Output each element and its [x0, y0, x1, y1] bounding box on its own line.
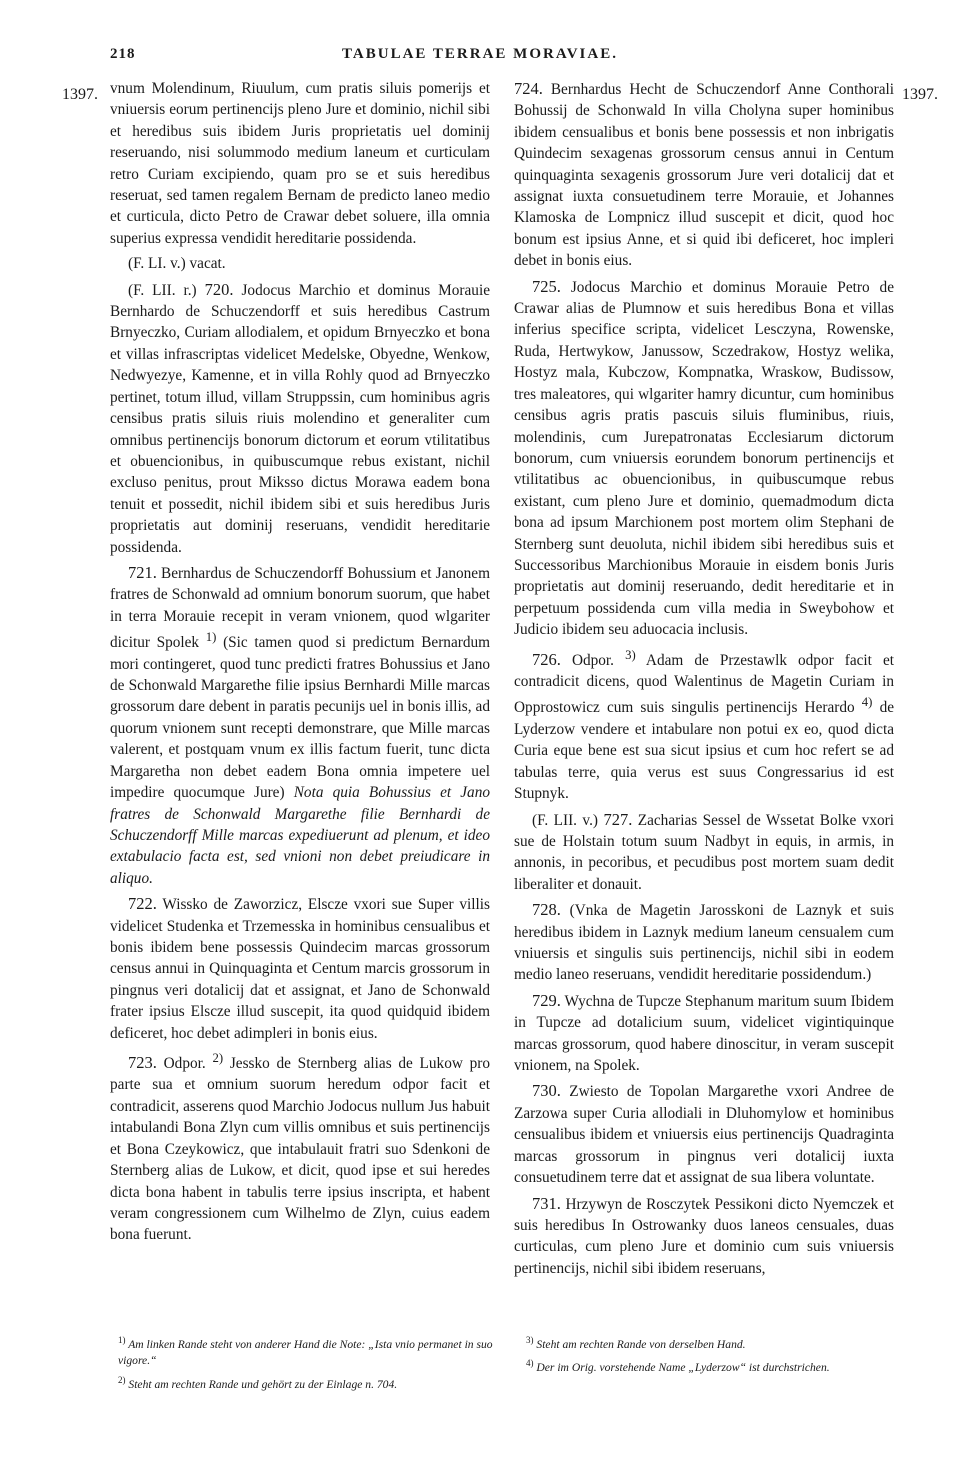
footnote-mark: 4) [526, 1358, 534, 1369]
footnote-mark: 1) [118, 1335, 126, 1345]
footnotes-right [526, 1332, 896, 1379]
footnote-ref: 3) [625, 647, 636, 662]
entry-730 [514, 1080, 894, 1188]
footnote-text: Der im Orig. vorstehende Name „Lyderzow“ ist durchstrichen. [536, 1361, 830, 1375]
entry-text: Jessko de Sternberg alias de Lukow pro parte sua et omnium suorum heredum odpor facit et contradicit, asserens quod Marchio Jodocus nullum Jus habuit intabulandi Bona Zlyn cum villis omnibus et suis pertinencijs et Bona Czeykowicz, que intabulauit fratri suo Sdenkoni de Sternberg alias de Lukow, et dicit, quod ipse et sui heredes dicta bona habent in tabulis terre ipsius inscripta, et habent veram congressionem cum Wilhelmo de Zlyn, cuius eadem bona fuerunt. [110, 1055, 491, 1244]
entry-number: 728. [532, 900, 561, 920]
paragraph-continued: vnum Molendinum, Riuulum, cum pratis siluis pomerijs et vniuersis eorum pertinencijs pleno Jure et dominio, nichil sibi et heredibus suis ibidem Juris proprietatis uel dominij reseruando, nisi solummodo medium laneum et curticulam retro Curiam excipiendo, quam pro se et suis heredibus reseruat, sed tamen regalem Bernam de predicto laneo medio et curticula, dicto Petro de Crawar debet soluere, illa omnia superius expressa vendidit hereditarie possidenda. [110, 80, 490, 247]
entry-text: Wissko de Zaworzicz, Elscze vxori sue Super villis videlicet Studenka et Trzemesska in hominibus censualibus et bonis ibidem bene possessis Quindecim marcas grossorum census annui in Quinquaginta et Centum marcis grossorum in pingnus veri dotalicij dat et assignat, et Jano de Schonwald frater ipsius Elscze illud suscepit, ita quod quidquid ibidem deficeret, hoc debet adimpleri in bonis eius. [110, 896, 490, 1042]
entry-725 [514, 276, 894, 641]
entry-728 [514, 899, 894, 986]
footnote-1 [118, 1332, 498, 1370]
footnote-text: Steht am rechten Rande und gehört zu der Einlage n. 704. [128, 1377, 398, 1391]
entry-text: (Vnka de Magetin Jarosskoni de Laznyk et suis heredibus ibidem in Laznyk medium laneum censualem cum vniuersis et singulis suis pertinencijs, nichil sibi in eodem medio laneo reseruans, vendidit hereditarie possidendum.) [514, 902, 894, 984]
right-column [514, 78, 894, 1283]
odpor-label: Odpor. [163, 1055, 206, 1073]
footnote-2 [118, 1372, 498, 1393]
entry-italic-note: Nota quia Bohussius et Jano fratres de Schonwald Margarethe filie Bernhardi de Schuczendorff Mille marcas expediuerunt ad plenum, et ideo extabulacio facta est, sed vnioni non debet preiudicare in aliquo. [110, 784, 490, 887]
entry-text: Jodocus Marchio et dominus Morauie Petro de Crawar alias de Plumnow et suis heredibus Bona et villas inferius specifice scripta, videlicet Lesczyna, Rowenske, Ruda, Hertwykow, Janussow, Sczedrakow, Hostyz welika, Hostyz mala, Kubczow, Kompnatka, Wraskow, Budissow, tres maleatores, qui wlgariter hamry dicuntur, cum hominibus censibus agris pratis pascuis siluis fluminibus, riuis, molendinis, cum Jurepatronatas Ecclesiarum dictorum bonorum, cum vniuersis eorundem bonorum pertinencijs et vtilitatibus ac obuencionibus, in quibuscumque rebus existant, cum pleno Jure et dominio, quemadmodum dicta bona ad ipsum Marchionem post mortem olim Stephani de Sternberg sunt deuoluta, nichil ibidem sibi heredibus suis et Successoribus Marchionibus Morauie in eisdem bonis Juris proprietatis aut dominij reseruando, dedit hereditarie et in perpetuum possidenda cum villa media in Sweybohow et Judicio ibidem seu aduocacia inclusis. [514, 278, 894, 639]
odpor-label: Odpor. [571, 651, 615, 669]
entry-727 [514, 809, 894, 896]
entry-number: 731. [532, 1193, 561, 1213]
footnote-3 [526, 1332, 896, 1353]
footnotes-left [118, 1332, 498, 1395]
entry-text: Wychna de Tupcze Stephanum maritum suum Ibidem in Tupcze ad dotalicium suum, videlicet vigintiquinque marcas grossorum, quod habere dinoscitur, in veram suscepit vnionem, na Spolek. [514, 992, 894, 1075]
entry-number: 725. [532, 276, 561, 296]
left-column [110, 78, 490, 1250]
entry-number: 730. [532, 1081, 561, 1101]
folio-note-vacat: (F. LI. v.) vacat. [128, 255, 226, 273]
footnote-mark: 3) [526, 1335, 534, 1345]
entry-text-cont: (Sic tamen quod si predictum Bernardum mori contingeret, quod tunc predicti fratres Bohussius et Jano de Schonwald Margarethe filie ipsius Bernhardi Mille marcas grossorum dare debent in paratis pecunijs uel in bonis illis, ad quorum vnionem sunt recepti demonstrare, que Mille marcas valerent, et postquam vnum ex illis factum fuerit, tunc dicta Margaretha non debet eadem Bona omnia impetere uel impedire quocumque Jure) [110, 634, 491, 802]
running-title: TABULAE TERRAE MORAVIAE. [342, 46, 618, 62]
entry-723 [110, 1048, 490, 1246]
entry-722 [110, 893, 490, 1044]
entry-number: 727. [603, 809, 633, 829]
entry-726 [514, 645, 894, 805]
entry-text: Hrzywyn de Rosczytek Pessikoni dicto Nyemczek et suis heredibus In Ostrowanky duos laneos censuales, duas curticulas, cum pleno Jure et dominio cum suis vniuersis pertinencijs, nichil sibi ibidem reseruans, [514, 1195, 894, 1277]
entry-724 [514, 78, 894, 272]
footnote-ref: 4) [861, 695, 873, 710]
entry-text: Bernhardus de Schuczendorff Bohussium et Janonem fratres de Schonwald ad omnium bonorum suorum, que habet in terra Morauie recepit in veram vnionem, quod wlgariter dicitur Spolek [110, 564, 490, 652]
entry-720 [110, 279, 490, 558]
entry-text: Zacharias Sessel de Wssetat Bolke vxori sue de Holstain totum suum Nadbyt in equis, in armis, in annonis, in pecoribus, et pecudibus post mortem suam dedit liberaliter et donauit. [514, 811, 895, 893]
entry-number: 724. [514, 79, 543, 98]
footnote-ref: 2) [212, 1050, 224, 1065]
entry-number: 729. [532, 990, 561, 1010]
footnote-4 [526, 1355, 896, 1376]
entry-number: 723. [128, 1053, 157, 1073]
entry-text-cont: de Lyderzow vendere et intabulare non potui ex eo, quod dicta Curia eque bene est sua sicut ipsius et cum hoc refert se ad tabulas terre, quia verus est suus Congressarius id est Stupnyk. [514, 699, 895, 803]
folio-ref: (F. LII. r.) [128, 281, 197, 299]
entry-number: 721. [128, 562, 157, 582]
entry-text: Zwiesto de Topolan Margarethe vxori Andree de Zarzowa super Curia allodiali in Dluhomylow et hominibus censualibus ibidem et vniuersis eius pertinencijs Quadraginta marcas grossorum in pingnus veri dotalicij iuxta consuetudinem terre dat et assignat de sua libera voluntate. [514, 1083, 895, 1187]
footnote-text: Am linken Rande steht von anderer Hand die Note: „Ista vnio permanet in suo vigore.“ [118, 1337, 493, 1368]
entry-number: 720. [204, 279, 234, 299]
folio-ref: (F. LII. v.) [532, 811, 598, 829]
page-number: 218 [110, 46, 136, 62]
entry-721 [110, 562, 490, 889]
entry-text: Jodocus Marchio et dominus Morauie Bernhardo de Schuczendorff et suis heredibus Castrum Brnyeczko, Curiam allodialem, et opidum Brnyeczko et bona et villas infrascriptas videlicet Medelske, Obyedne, Wenkow, Nedwyezye, Kamenne, et in villa Rohly quod ad Brnyeczko pertinet, totum illud, villam Struppssin, cum hominibus agris censibus pratis siluis riuis molendino et generaliter cum omnibus pertinencijs bonorum dictorum et eorum vtilitatibus et obuencionibus, in quibuscumque rebus existant, nichil excluso penitus, prout Miksso dictus Morawa eadem bona tenuit et possedit, nichil ibidem sibi et suis heredibus Juris proprietatis aut dominij reseruans, vendidit hereditarie possidenda. [110, 281, 490, 556]
footnote-text: Steht am rechten Rande von derselben Hand. [536, 1337, 746, 1351]
margin-year-right: 1397. [902, 86, 938, 103]
entry-text: Bernhardus Hecht de Schuczendorf Anne Conthorali Bohussij de Schonwald In villa Cholyna super hominibus ibidem censualibus et bonis bene possessis et non inbrigatis Quindecim sexagenas grossorum census annui in Centum quinquaginta sexagenis grossorum Jure veri dotalicij dat et assignat iuxta consuetudinem terre Morauie, et Johannes Klamoska de Lompnicz illud suscepit et dicit, quod hoc bonum est ipsius Anne, et si quid ibi deficeret, hoc impleri debet in bonis eius. [514, 81, 895, 270]
entry-731 [514, 1193, 894, 1280]
entry-number: 722. [128, 894, 157, 914]
footnote-ref: 1) [205, 630, 217, 645]
footnote-mark: 2) [118, 1374, 126, 1385]
entry-text: Adam de Przestawlk odpor facit et contradicit dicens, quod Walentinus de Magetin Curiam in Opprostowicz cum suis singulis pertinencijs Herardo [514, 651, 895, 717]
margin-year-left: 1397. [62, 86, 98, 103]
entry-number: 726. [532, 649, 561, 669]
entry-729 [514, 990, 894, 1077]
